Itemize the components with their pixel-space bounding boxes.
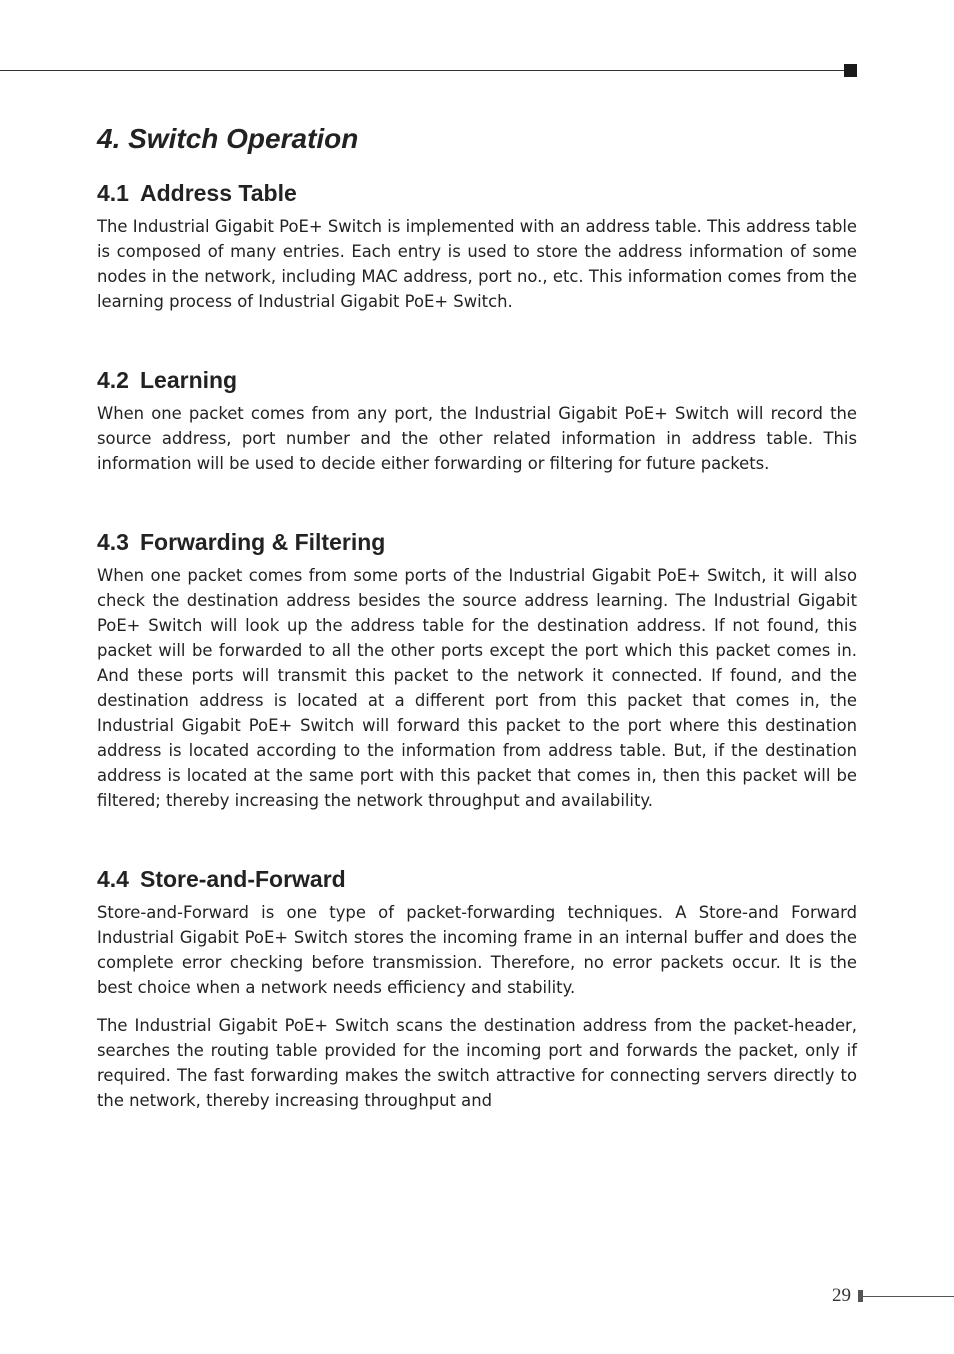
section-address-table <box>97 177 857 314</box>
section-title: Learning <box>139 367 238 393</box>
section-heading <box>97 364 857 396</box>
section-forwarding-filtering <box>97 526 857 813</box>
paragraph: Store-and-Forward is one type of packet-forwarding techniques. A Store-and Forward Industrial Gigabit PoE+ Switch stores the incoming frame in an internal buffer and does the complete error checking before transmission. Therefore, no error packets occur. It is the best choice when a network needs efficiency and stability. <box>97 903 857 997</box>
paragraph: The Industrial Gigabit PoE+ Switch is implemented with an address table. This address table is composed of many entries. Each entry is used to store the address information of some nodes in the network, including MAC address, port no., etc. This information comes from the learning process of Industrial Gigabit PoE+ Switch. <box>97 217 857 311</box>
section-title: Store-and-Forward <box>139 866 346 892</box>
paragraph: When one packet comes from any port, the Industrial Gigabit PoE+ Switch will record the source address, port number and the other related information in address table. This information will be used to decide either forwarding or filtering for future packets. <box>97 404 857 473</box>
section-heading <box>97 863 857 895</box>
section-number: 4.2 <box>97 367 129 393</box>
section-heading <box>97 177 857 209</box>
section-learning <box>97 364 857 476</box>
header-square-marker <box>844 64 857 77</box>
footer-rule <box>863 1296 954 1297</box>
paragraph: The Industrial Gigabit PoE+ Switch scans the destination address from the packet-header, searches the routing table provided for the incoming port and forwards the packet, only if required. The fast forwarding makes the switch attractive for connecting servers directly to the network, thereby increasing throughput and <box>97 1016 857 1110</box>
paragraph: When one packet comes from some ports of the Industrial Gigabit PoE+ Switch, it will also check the destination address besides the source address learning. The Industrial Gigabit PoE+ Switch will look up the address table for the destination address. If not found, this packet will be forwarded to all the other ports except the port which this packet comes in. And these ports will transmit this packet to the network it connected. If found, and the destination address is located at a different port from this packet that comes in, the Industrial Gigabit PoE+ Switch will forward this packet to the port where this destination address is located according to the information from address table. But, if the destination address is located at the same port with this packet that comes in, then this packet will be filtered; thereby increasing the network throughput and availability. <box>97 566 857 810</box>
header-rule <box>0 70 846 71</box>
section-title: Address Table <box>139 180 297 206</box>
page-number: 29 <box>832 1285 851 1306</box>
section-title: Forwarding & Filtering <box>139 529 386 555</box>
section-store-and-forward <box>97 863 857 1113</box>
chapter-title: 4. Switch Operation <box>97 123 359 154</box>
section-number: 4.3 <box>97 529 129 555</box>
page-content <box>97 120 857 1163</box>
section-number: 4.1 <box>97 180 129 206</box>
section-number: 4.4 <box>97 866 129 892</box>
section-heading <box>97 526 857 558</box>
